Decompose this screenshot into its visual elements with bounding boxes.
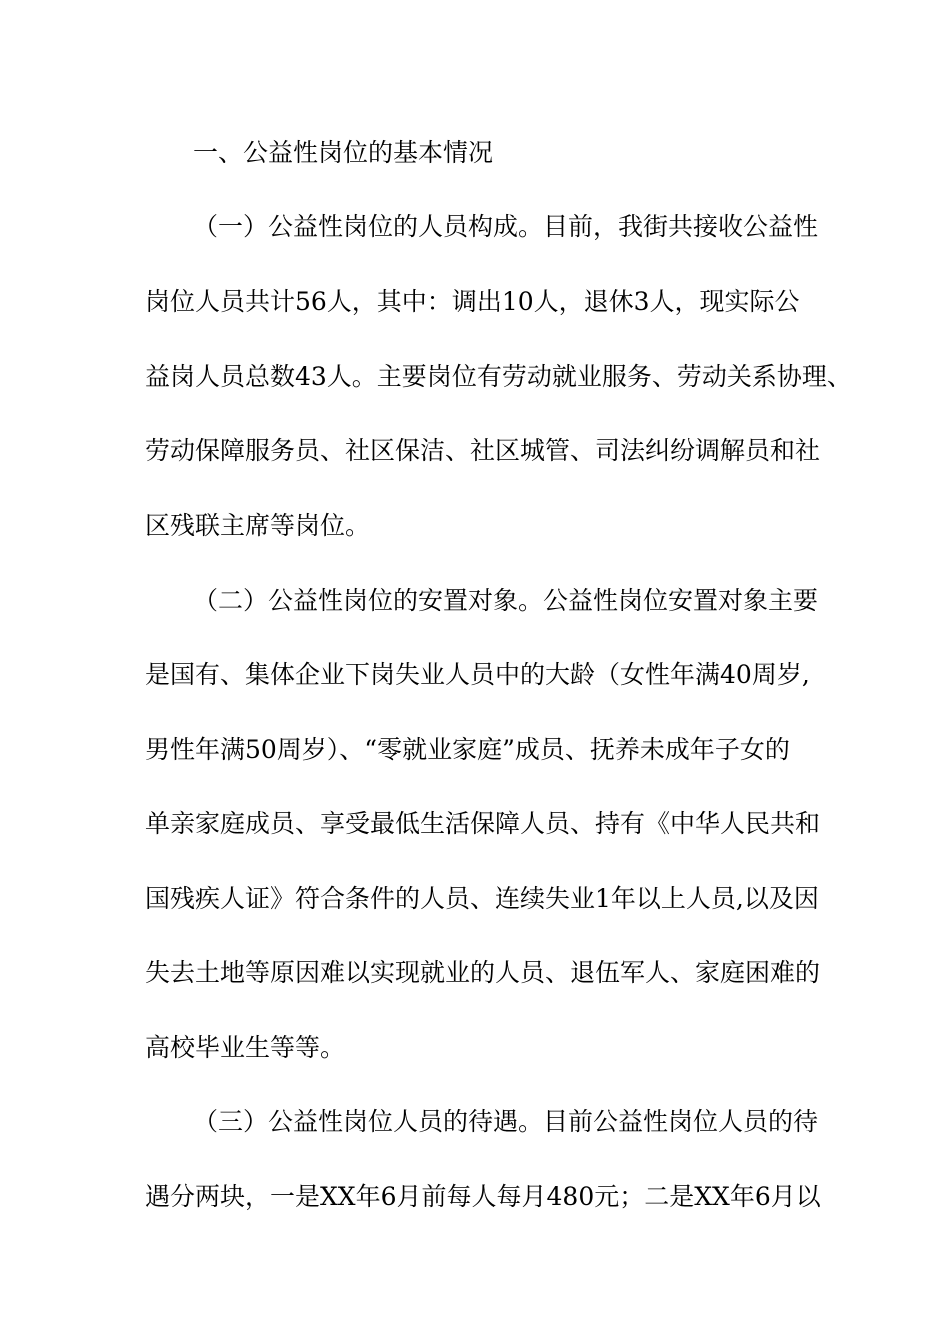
paragraph-line-7: 是国有、集体企业下岗失业人员中的大龄（女性年满40周岁,	[145, 660, 810, 689]
paragraph-line-10: 国残疾人证》符合条件的人员、连续失业1年以上人员,以及因	[145, 884, 819, 913]
paragraph-line-1: （一）公益性岗位的人员构成。目前，我街共接收公益性	[193, 212, 819, 241]
paragraph-line-13: （三）公益性岗位人员的待遇。目前公益性岗位人员的待	[193, 1107, 819, 1136]
paragraph-line-5: 区残联主席等岗位。	[145, 511, 371, 540]
paragraph-line-6: （二）公益性岗位的安置对象。公益性岗位安置对象主要	[193, 586, 819, 615]
paragraph-line-3: 益岗人员总数43人。主要岗位有劳动就业服务、劳动关系协理、	[145, 362, 852, 391]
section-heading: 一、公益性岗位的基本情况	[193, 138, 494, 167]
paragraph-line-4: 劳动保障服务员、社区保洁、社区城管、司法纠纷调解员和社	[145, 436, 821, 465]
paragraph-line-9: 单亲家庭成员、享受最低生活保障人员、持有《中华人民共和	[145, 809, 821, 838]
paragraph-line-2: 岗位人员共计56人，其中：调出10人，退休3人，现实际公	[145, 287, 800, 316]
paragraph-line-8: 男性年满50周岁）、“零就业家庭”成员、抚养未成年子女的	[145, 735, 790, 764]
paragraph-line-14: 遇分两块，一是XX年6月前每人每月480元；二是XX年6月以	[145, 1182, 821, 1211]
paragraph-line-11: 失去土地等原因难以实现就业的人员、退伍军人、家庭困难的	[145, 958, 821, 987]
paragraph-line-12: 高校毕业生等等。	[145, 1033, 346, 1062]
